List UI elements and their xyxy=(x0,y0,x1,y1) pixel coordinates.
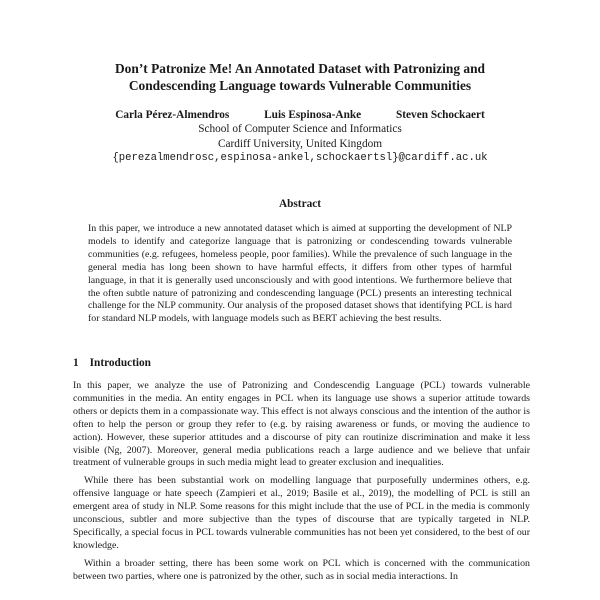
author-names xyxy=(60,108,540,122)
section-body xyxy=(73,380,530,589)
title-line-1: Don’t Patronize Me! An Annotated Dataset with Patronizing and xyxy=(115,61,485,76)
section-number: 1 xyxy=(73,357,79,369)
section-heading xyxy=(73,357,151,369)
paragraph: While there has been substantial work on modelling language that purposefully undermines others, e.g. offensive language or hate speech (Zampieri et al., 2019; Basile et al., 2019), the modelling of PCL is still an emergent area of study in NLP. Some reasons for this might include that the use of PCL in the media is commonly unconscious, subtler and more subjective than the types of discourse that are typically targeted in NLP. Specifically, a special focus in PCL towards vulnerable communities has not been yet considered, to the best of our knowledge. xyxy=(73,475,530,551)
author-name: Steven Schockaert xyxy=(395,109,485,121)
abstract-heading: Abstract xyxy=(278,198,322,210)
paragraph: In this paper, we analyze the use of Patronizing and Condescendig Language (PCL) towards vulnerable communities in the media. An entity engages in PCL when its language use shows a superior attitude towards others or depicts them in a compassionate way. This effect is not always conscious and the intention of the author is often to help the person or group they refer to (e.g. by raising awareness or funds, or moving the audience to action). However, these superior attitudes and a discourse of pity can routinize discrimination and make it less visible (Ng, 2007). Moreover, general media publications reach a large audience and we believe that unfair treatment of vulnerable groups in such media might lead to greater exclusion and inequalities. xyxy=(73,380,530,469)
paragraph: Within a broader setting, there has been some work on PCL which is concerned with the communication between two parties, where one is patronized by the other, such as in social media interactions. In xyxy=(73,557,530,582)
affiliation: School of Computer Science and Informatics xyxy=(198,123,402,136)
institution: Cardiff University, United Kingdom xyxy=(217,137,383,150)
author-name: Luis Espinosa-Anke xyxy=(264,109,362,121)
author-block xyxy=(60,108,540,165)
section-title: Introduction xyxy=(89,357,151,369)
paper-title xyxy=(60,60,540,94)
author-emails: {perezalmendrosc,espinosa-ankel,schockaertsl}@cardiff.ac.uk xyxy=(112,151,488,164)
abstract-text: In this paper, we introduce a new annotated dataset which is aimed at supporting the development of NLP models to identify and categorize language that is patronizing or condescending towards vulnerable communities (e.g. refugees, homeless people, poor families). While the prevalence of such language in the general media has long been shown to have harmful effects, it differs from other types of harmful language, in that it is generally used unconsciously and with good intentions. We furthermore believe that the often subtle nature of patronizing and condescending language (PCL) presents an interesting technical challenge for the NLP community. Our analysis of the proposed dataset shows that identifying PCL is hard for standard NLP models, with language models such as BERT achieving the best results. xyxy=(88,223,512,325)
title-line-2: Condescending Language towards Vulnerable Communities xyxy=(128,78,472,93)
author-name: Carla Pérez-Almendros xyxy=(115,109,230,121)
